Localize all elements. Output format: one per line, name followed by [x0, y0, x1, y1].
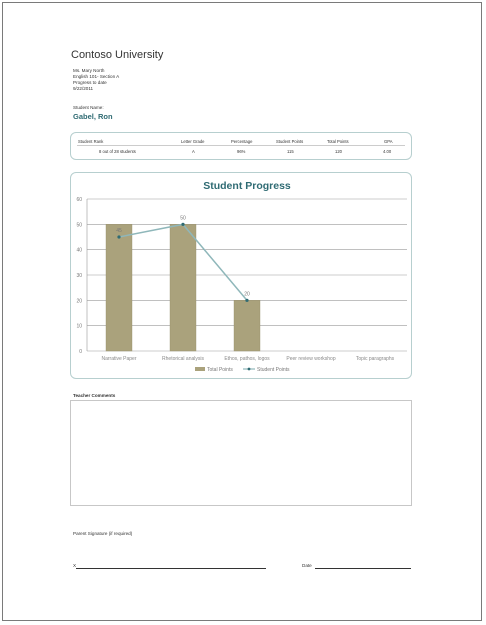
teacher-name: Ms. Mary North — [73, 68, 105, 73]
chart-svg — [71, 173, 413, 380]
y-tick-label: 50 — [76, 222, 82, 229]
course-name: English 101- Section A — [73, 74, 120, 79]
x-tick-label: Narrative Paper — [101, 356, 137, 362]
value-student-rank: 8 out of 28 students — [99, 149, 136, 154]
y-tick-label: 60 — [76, 197, 82, 203]
data-label: 45 — [116, 228, 122, 234]
x-tick-label: Rhetorical analysis — [162, 356, 204, 362]
university-title: Contoso University — [71, 49, 164, 61]
student-name: Gabel, Ron — [73, 112, 113, 121]
legend-label-total-points: Total Points — [207, 367, 233, 373]
point-student-points — [181, 223, 184, 226]
value-gpa: 4.00 — [383, 149, 392, 154]
data-label: 20 — [244, 291, 250, 298]
signature-x-label: X — [73, 563, 77, 568]
value-letter-grade: A — [192, 149, 195, 154]
date-label: Date — [302, 563, 312, 568]
legend-marker-student-points — [248, 368, 251, 371]
bar-total-points — [106, 224, 132, 351]
x-tick-label: Topic paragraphs — [355, 356, 395, 362]
header-gpa: GPA — [384, 139, 393, 144]
point-student-points — [245, 299, 248, 302]
summary-table — [70, 132, 412, 160]
bar-total-points — [170, 224, 196, 351]
chart-title: Student Progress — [203, 180, 291, 192]
y-tick-label: 40 — [76, 247, 82, 254]
legend-swatch-total-points — [195, 367, 205, 371]
signature-line[interactable] — [76, 568, 266, 569]
teacher-comments-box[interactable] — [70, 400, 412, 506]
teacher-comments-label: Teacher Comments — [73, 393, 116, 398]
header-percentage: Percentage — [231, 139, 253, 144]
header-student-points: Student Points — [276, 139, 304, 144]
header-student-rank: Student Rank — [78, 139, 104, 144]
legend-label-student-points: Student Points — [257, 367, 290, 373]
data-label: 50 — [180, 215, 186, 222]
progress-chart — [70, 172, 412, 379]
summary-divider — [77, 145, 405, 146]
report-date: 9/22/2011 — [73, 86, 94, 91]
value-student-points: 115 — [287, 149, 294, 154]
report-type: Progress to date — [73, 80, 107, 85]
y-tick-label: 30 — [76, 273, 82, 279]
header-total-points: Total Points — [327, 139, 349, 144]
value-percentage: 96% — [237, 149, 246, 154]
date-line[interactable] — [315, 568, 411, 569]
value-total-points: 120 — [335, 149, 342, 154]
bar-total-points — [234, 300, 260, 351]
header-letter-grade: Letter Grade — [181, 139, 205, 144]
y-tick-label: 10 — [76, 323, 82, 330]
point-student-points — [117, 235, 120, 238]
x-tick-label: Peer review workshop — [286, 356, 336, 362]
student-name-label: Student Name: — [73, 105, 104, 110]
y-tick-label: 20 — [76, 298, 82, 305]
y-tick-label: 0 — [79, 349, 82, 355]
parent-signature-label: Parent Signature (if required) — [73, 531, 133, 536]
x-tick-label: Ethos, pathos, logos — [224, 356, 270, 362]
